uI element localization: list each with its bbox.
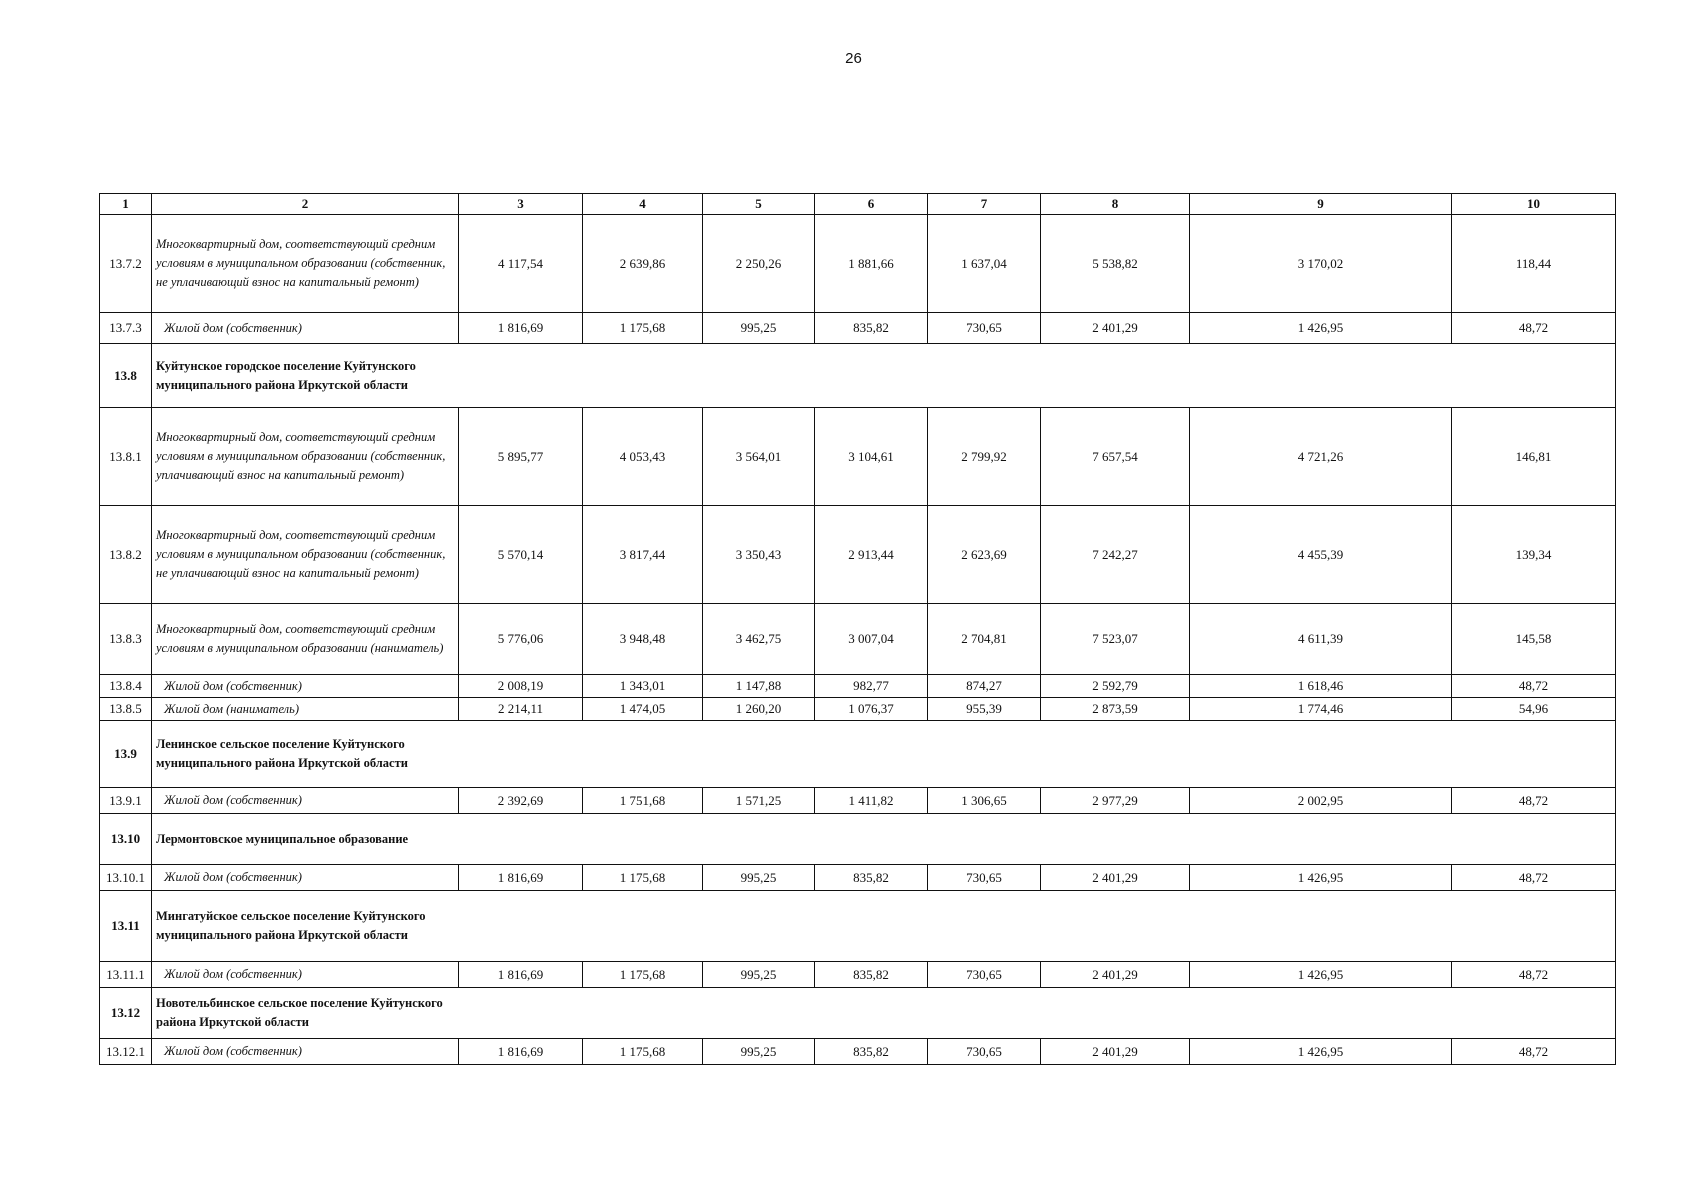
- row-name: Жилой дом (собственник): [152, 1039, 459, 1065]
- value-cell-col-8: 2 401,29: [1041, 962, 1190, 988]
- value-cell-col-9: 1 426,95: [1190, 1039, 1452, 1065]
- value-cell-col-10: 118,44: [1452, 215, 1616, 313]
- row-code: 13.8.3: [100, 604, 152, 675]
- value-cell-col-7: 730,65: [928, 1039, 1041, 1065]
- value-cell-col-9: 1 426,95: [1190, 962, 1452, 988]
- row-code: 13.9: [100, 721, 152, 788]
- value-cell-col-7: 874,27: [928, 675, 1041, 698]
- value-cell-col-8: 2 401,29: [1041, 865, 1190, 891]
- row-code: 13.10.1: [100, 865, 152, 891]
- value-cell-col-10: 48,72: [1452, 788, 1616, 814]
- value-cell-col-7: 730,65: [928, 962, 1041, 988]
- value-cell-col-7: 1 637,04: [928, 215, 1041, 313]
- value-cell-col-3: 2 392,69: [459, 788, 583, 814]
- value-cell-col-3: 5 776,06: [459, 604, 583, 675]
- value-cell-col-7: 955,39: [928, 698, 1041, 721]
- header-cell-8: 8: [1041, 194, 1190, 215]
- header-cell-9: 9: [1190, 194, 1452, 215]
- row-name: Жилой дом (наниматель): [152, 698, 459, 721]
- section-row: [100, 891, 1616, 962]
- value-cell-col-7: 2 623,69: [928, 506, 1041, 604]
- value-cell-col-5: 2 250,26: [703, 215, 815, 313]
- value-cell-col-4: 4 053,43: [583, 408, 703, 506]
- value-cell-col-10: 48,72: [1452, 962, 1616, 988]
- header-cell-3: 3: [459, 194, 583, 215]
- value-cell-col-3: 1 816,69: [459, 962, 583, 988]
- value-cell-col-9: 1 426,95: [1190, 865, 1452, 891]
- table-row: [100, 604, 1616, 675]
- value-cell-col-6: 835,82: [815, 865, 928, 891]
- value-cell-col-4: 1 175,68: [583, 1039, 703, 1065]
- value-cell-col-4: 3 817,44: [583, 506, 703, 604]
- value-cell-col-9: 3 170,02: [1190, 215, 1452, 313]
- value-cell-col-8: 2 873,59: [1041, 698, 1190, 721]
- value-cell-col-10: 139,34: [1452, 506, 1616, 604]
- value-cell-col-8: 2 977,29: [1041, 788, 1190, 814]
- value-cell-col-6: 835,82: [815, 962, 928, 988]
- value-cell-col-4: 1 175,68: [583, 865, 703, 891]
- table-row: [100, 698, 1616, 721]
- value-cell-col-9: 4 455,39: [1190, 506, 1452, 604]
- section-row: [100, 814, 1616, 865]
- row-code: 13.9.1: [100, 788, 152, 814]
- section-title: Лермонтовское муниципальное образование: [152, 814, 1616, 865]
- table-row: [100, 408, 1616, 506]
- table-row: [100, 788, 1616, 814]
- value-cell-col-5: 995,25: [703, 1039, 815, 1065]
- value-cell-col-5: 995,25: [703, 313, 815, 344]
- value-cell-col-3: 1 816,69: [459, 865, 583, 891]
- value-cell-col-4: 1 474,05: [583, 698, 703, 721]
- value-cell-col-5: 3 350,43: [703, 506, 815, 604]
- table-header: [100, 194, 1616, 215]
- value-cell-col-9: 2 002,95: [1190, 788, 1452, 814]
- value-cell-col-6: 3 007,04: [815, 604, 928, 675]
- row-name: Жилой дом (собственник): [152, 962, 459, 988]
- value-cell-col-3: 5 570,14: [459, 506, 583, 604]
- tariff-table: [99, 193, 1616, 1065]
- value-cell-col-7: 2 799,92: [928, 408, 1041, 506]
- section-row: [100, 344, 1616, 408]
- value-cell-col-10: 48,72: [1452, 313, 1616, 344]
- value-cell-col-10: 145,58: [1452, 604, 1616, 675]
- row-code: 13.8: [100, 344, 152, 408]
- value-cell-col-6: 1 411,82: [815, 788, 928, 814]
- value-cell-col-5: 3 564,01: [703, 408, 815, 506]
- value-cell-col-5: 1 260,20: [703, 698, 815, 721]
- row-name: Жилой дом (собственник): [152, 865, 459, 891]
- table-row: [100, 506, 1616, 604]
- value-cell-col-7: 2 704,81: [928, 604, 1041, 675]
- section-title: Мингатуйское сельское поселение Куйтунского муниципального района Иркутской области: [152, 891, 1616, 962]
- row-code: 13.11.1: [100, 962, 152, 988]
- value-cell-col-5: 3 462,75: [703, 604, 815, 675]
- header-cell-7: 7: [928, 194, 1041, 215]
- header-cell-1: 1: [100, 194, 152, 215]
- section-row: [100, 988, 1616, 1039]
- value-cell-col-6: 1 076,37: [815, 698, 928, 721]
- row-name: Многоквартирный дом, соответствующий средним условиям в муниципальном образовании (собственник, не уплачивающий взнос на капитальный ремонт): [152, 215, 459, 313]
- header-row: [100, 194, 1616, 215]
- value-cell-col-8: 7 657,54: [1041, 408, 1190, 506]
- table-row: [100, 865, 1616, 891]
- table-row: [100, 1039, 1616, 1065]
- value-cell-col-3: 2 008,19: [459, 675, 583, 698]
- row-name: Жилой дом (собственник): [152, 788, 459, 814]
- value-cell-col-9: 4 611,39: [1190, 604, 1452, 675]
- header-cell-2: 2: [152, 194, 459, 215]
- table-row: [100, 675, 1616, 698]
- value-cell-col-5: 995,25: [703, 962, 815, 988]
- row-code: 13.12.1: [100, 1039, 152, 1065]
- value-cell-col-8: 7 242,27: [1041, 506, 1190, 604]
- header-cell-6: 6: [815, 194, 928, 215]
- row-name: Многоквартирный дом, соответствующий средним условиям в муниципальном образовании (наниматель): [152, 604, 459, 675]
- row-name: Многоквартирный дом, соответствующий средним условиям в муниципальном образовании (собственник, уплачивающий взнос на капитальный ремонт): [152, 408, 459, 506]
- value-cell-col-6: 982,77: [815, 675, 928, 698]
- value-cell-col-9: 1 618,46: [1190, 675, 1452, 698]
- row-name: Жилой дом (собственник): [152, 313, 459, 344]
- row-code: 13.11: [100, 891, 152, 962]
- section-title: Ленинское сельское поселение Куйтунского муниципального района Иркутской области: [152, 721, 1616, 788]
- value-cell-col-10: 48,72: [1452, 1039, 1616, 1065]
- value-cell-col-3: 1 816,69: [459, 1039, 583, 1065]
- header-cell-5: 5: [703, 194, 815, 215]
- value-cell-col-4: 1 343,01: [583, 675, 703, 698]
- value-cell-col-10: 48,72: [1452, 675, 1616, 698]
- value-cell-col-10: 146,81: [1452, 408, 1616, 506]
- row-code: 13.12: [100, 988, 152, 1039]
- value-cell-col-6: 835,82: [815, 1039, 928, 1065]
- value-cell-col-5: 1 571,25: [703, 788, 815, 814]
- value-cell-col-6: 1 881,66: [815, 215, 928, 313]
- value-cell-col-4: 1 175,68: [583, 313, 703, 344]
- value-cell-col-7: 730,65: [928, 865, 1041, 891]
- value-cell-col-10: 48,72: [1452, 865, 1616, 891]
- value-cell-col-4: 3 948,48: [583, 604, 703, 675]
- row-code: 13.8.1: [100, 408, 152, 506]
- table-row: [100, 215, 1616, 313]
- section-row: [100, 721, 1616, 788]
- section-title: Куйтунское городское поселение Куйтунского муниципального района Иркутской области: [152, 344, 1616, 408]
- value-cell-col-8: 5 538,82: [1041, 215, 1190, 313]
- value-cell-col-8: 7 523,07: [1041, 604, 1190, 675]
- value-cell-col-8: 2 592,79: [1041, 675, 1190, 698]
- row-name: Многоквартирный дом, соответствующий средним условиям в муниципальном образовании (собственник, не уплачивающий взнос на капитальный ремонт): [152, 506, 459, 604]
- value-cell-col-5: 995,25: [703, 865, 815, 891]
- row-code: 13.10: [100, 814, 152, 865]
- value-cell-col-6: 835,82: [815, 313, 928, 344]
- row-code: 13.8.2: [100, 506, 152, 604]
- value-cell-col-9: 4 721,26: [1190, 408, 1452, 506]
- header-cell-4: 4: [583, 194, 703, 215]
- value-cell-col-4: 1 175,68: [583, 962, 703, 988]
- value-cell-col-4: 1 751,68: [583, 788, 703, 814]
- row-code: 13.8.5: [100, 698, 152, 721]
- value-cell-col-10: 54,96: [1452, 698, 1616, 721]
- value-cell-col-3: 2 214,11: [459, 698, 583, 721]
- value-cell-col-9: 1 426,95: [1190, 313, 1452, 344]
- value-cell-col-4: 2 639,86: [583, 215, 703, 313]
- table-body: [100, 215, 1616, 1065]
- table-row: [100, 313, 1616, 344]
- value-cell-col-7: 730,65: [928, 313, 1041, 344]
- value-cell-col-3: 5 895,77: [459, 408, 583, 506]
- row-code: 13.8.4: [100, 675, 152, 698]
- row-code: 13.7.3: [100, 313, 152, 344]
- value-cell-col-6: 2 913,44: [815, 506, 928, 604]
- value-cell-col-3: 1 816,69: [459, 313, 583, 344]
- table-row: [100, 962, 1616, 988]
- row-code: 13.7.2: [100, 215, 152, 313]
- value-cell-col-5: 1 147,88: [703, 675, 815, 698]
- value-cell-col-3: 4 117,54: [459, 215, 583, 313]
- value-cell-col-6: 3 104,61: [815, 408, 928, 506]
- row-name: Жилой дом (собственник): [152, 675, 459, 698]
- header-cell-10: 10: [1452, 194, 1616, 215]
- value-cell-col-7: 1 306,65: [928, 788, 1041, 814]
- section-title: Новотельбинское сельское поселение Куйтунского района Иркутской области: [152, 988, 1616, 1039]
- value-cell-col-8: 2 401,29: [1041, 313, 1190, 344]
- page-number: 26: [845, 50, 862, 67]
- value-cell-col-9: 1 774,46: [1190, 698, 1452, 721]
- value-cell-col-8: 2 401,29: [1041, 1039, 1190, 1065]
